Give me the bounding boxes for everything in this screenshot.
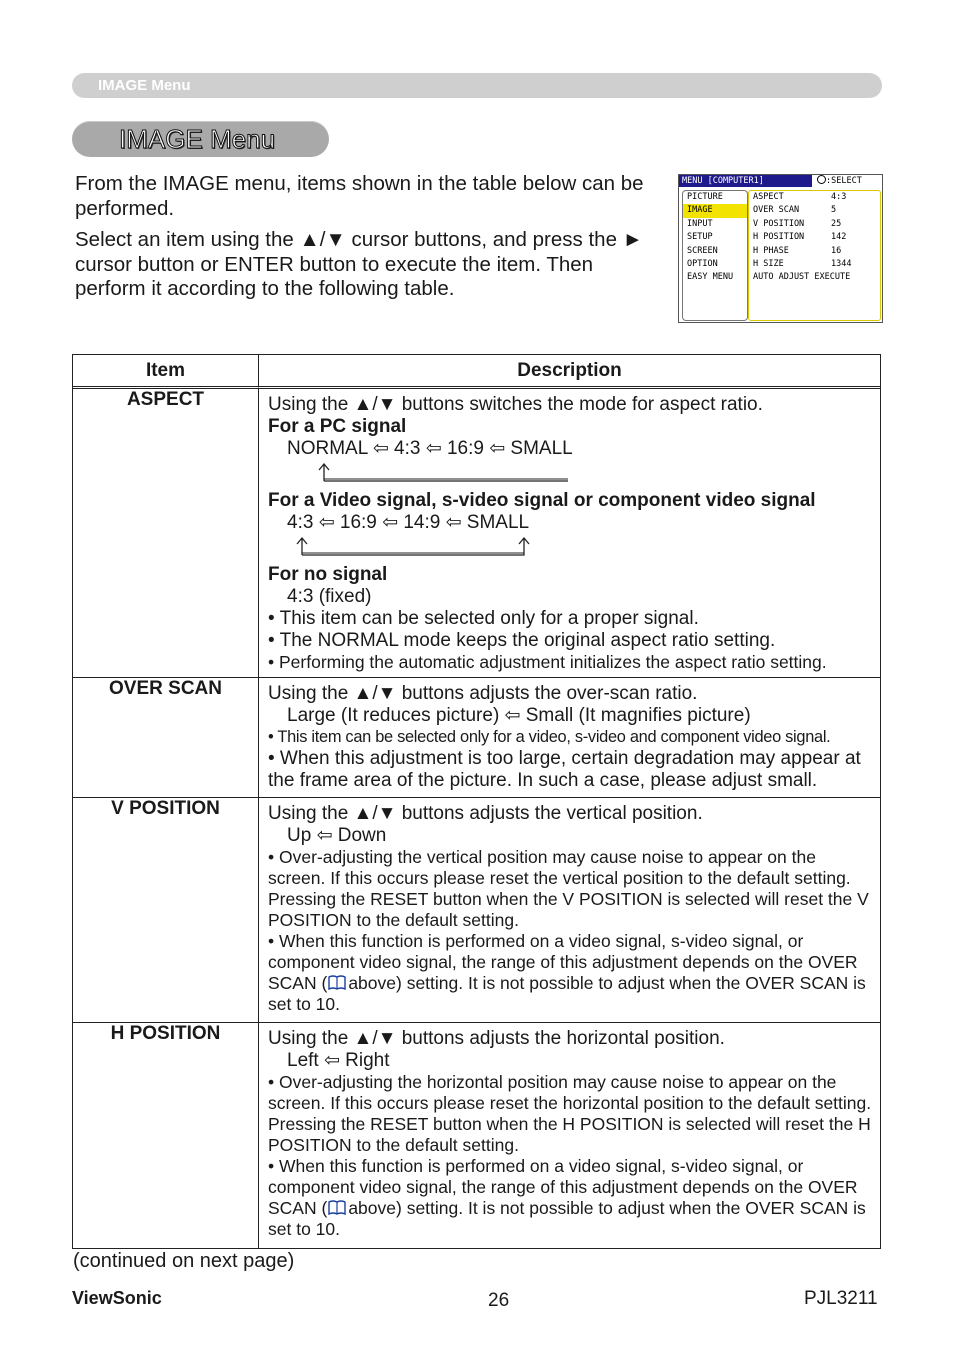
page-number: 26: [488, 1290, 510, 1311]
overscan-note: • This item can be selected only for a video, s-video and component video signal.: [268, 728, 831, 746]
osd-row: ASPECT 4:3: [753, 192, 847, 202]
desc-h-position: [259, 1023, 880, 1248]
aspect-nosignal-value: 4:3 (fixed): [287, 586, 372, 607]
aspect-note: • The NORMAL mode keeps the original aspect ratio setting.: [268, 630, 776, 651]
page-title: IMAGE Menu: [119, 124, 276, 154]
hpos-note: • Over-adjusting the horizontal position may cause noise to appear on the screen. If this occurs please reset the horizontal position to the default setting. Pressing the RESET button when the H POSITION is selected will reset the H POSITION to the default setting.: [268, 1072, 872, 1155]
image-menu-table: [72, 354, 881, 1249]
desc-over-scan: [259, 678, 880, 798]
item-v-position: V POSITION: [73, 798, 259, 1023]
desc-aspect: [259, 389, 880, 678]
aspect-intro: Using the ▲/▼ buttons switches the mode for aspect ratio.: [268, 394, 763, 415]
column-header-description: Description: [259, 355, 880, 389]
item-over-scan: OVER SCAN: [73, 678, 259, 798]
table-header-row: [73, 355, 880, 389]
osd-row: OVER SCAN 5: [753, 205, 837, 216]
osd-row: AUTO ADJUST EXECUTE: [753, 272, 851, 283]
continued-note: (continued on next page): [73, 1250, 295, 1272]
vpos-note: • Over-adjusting the vertical position may cause noise to appear on the screen. If this occurs please reset the vertical position to the default setting. Pressing the RESET button when the V POSITION is selected will reset the V POSITION to the default setting.: [268, 847, 869, 930]
section-header-bar: [72, 73, 882, 98]
osd-menu-item: OPTION: [687, 258, 718, 269]
table-row-h-position: [73, 1023, 880, 1248]
desc-v-position: [259, 798, 880, 1023]
intro-paragraph-2: Select an item using the ▲/▼ cursor buttons, and press the ► cursor button or ENTER button to execute the item. Then perform it according to the following table.: [75, 228, 643, 300]
column-header-item: Item: [73, 355, 259, 389]
osd-select-icon: [817, 175, 826, 184]
osd-select-hint: :SELECT: [813, 175, 882, 187]
osd-menu-item: PICTURE: [687, 192, 723, 202]
footer-model: PJL3211: [804, 1288, 878, 1309]
menu-screenshot: [678, 174, 883, 323]
osd-left-menu: [682, 190, 748, 321]
hpos-intro: Using the ▲/▼ buttons adjusts the horizontal position.: [268, 1028, 725, 1049]
book-reference-icon: [328, 1200, 346, 1215]
table-row-v-position: [73, 798, 880, 1023]
item-h-position: H POSITION: [73, 1023, 259, 1248]
osd-menu-item: SETUP: [687, 232, 713, 243]
book-reference-icon: [328, 975, 346, 990]
item-aspect: ASPECT: [73, 389, 259, 678]
loop-arrow-icon: [268, 461, 568, 483]
intro-text: [75, 172, 665, 309]
vpos-range: Up ⇦ Down: [287, 825, 387, 846]
reference-link-above[interactable]: above: [348, 1198, 396, 1218]
loop-arrow-icon: [268, 535, 568, 557]
vpos-intro: Using the ▲/▼ buttons adjusts the vertical position.: [268, 803, 703, 824]
osd-menu-item-selected: IMAGE: [683, 204, 747, 217]
osd-menu-item: SCREEN: [687, 245, 718, 256]
osd-row: H PHASE 16: [753, 245, 842, 256]
vpos-note-overscan: • When this function is performed on a video signal, s-video signal, or component video signal, the range of this adjustment depends on the OVER SCAN ( above) setting. It is not possible to adjust when the OVER SCAN is set to 10.: [268, 931, 866, 1014]
osd-menu-item: INPUT: [687, 218, 713, 229]
overscan-note: • When this adjustment is too large, certain degradation may appear at the frame area of the picture. In such a case, please adjust small.: [268, 748, 861, 791]
hpos-range: Left ⇦ Right: [287, 1050, 390, 1071]
reference-link-above[interactable]: above: [348, 973, 396, 993]
hpos-note-overscan: • When this function is performed on a video signal, s-video signal, or component video signal, the range of this adjustment depends on the OVER SCAN ( above) setting. It is not possible to adjust when the OVER SCAN is set to 10.: [268, 1156, 866, 1239]
footer-brand: ViewSonic: [72, 1288, 162, 1308]
table-row-aspect: [73, 389, 880, 678]
osd-menu-title: MENU [COMPUTER1]: [679, 175, 812, 187]
osd-title-bar: [679, 175, 882, 187]
osd-menu-item: EASY MENU: [687, 272, 734, 283]
osd-row: V POSITION 25: [753, 218, 842, 229]
aspect-pc-sequence: NORMAL ⇦ 4:3 ⇦ 16:9 ⇦ SMALL: [287, 438, 573, 459]
aspect-video-sequence: 4:3 ⇦ 16:9 ⇦ 14:9 ⇦ SMALL: [287, 512, 530, 533]
aspect-pc-heading: For a PC signal: [268, 416, 407, 437]
overscan-range: Large (It reduces picture) ⇦ Small (It magnifies picture): [287, 705, 751, 726]
intro-paragraph-1: From the IMAGE menu, items shown in the table below can be performed.: [75, 172, 644, 220]
aspect-video-heading: For a Video signal, s-video signal or component video signal: [268, 490, 816, 511]
osd-row: H SIZE 1344: [753, 258, 852, 269]
table-row-over-scan: [73, 678, 880, 798]
section-header-label: IMAGE Menu: [98, 77, 191, 94]
osd-row: H POSITION 142: [753, 232, 847, 243]
overscan-intro: Using the ▲/▼ buttons adjusts the over-scan ratio.: [268, 683, 698, 704]
aspect-note: • This item can be selected only for a proper signal.: [268, 608, 699, 629]
osd-right-panel: [748, 190, 881, 321]
aspect-note: • Performing the automatic adjustment initializes the aspect ratio setting.: [268, 652, 827, 672]
page-title-pill: [72, 121, 329, 157]
aspect-nosignal-heading: For no signal: [268, 564, 388, 585]
